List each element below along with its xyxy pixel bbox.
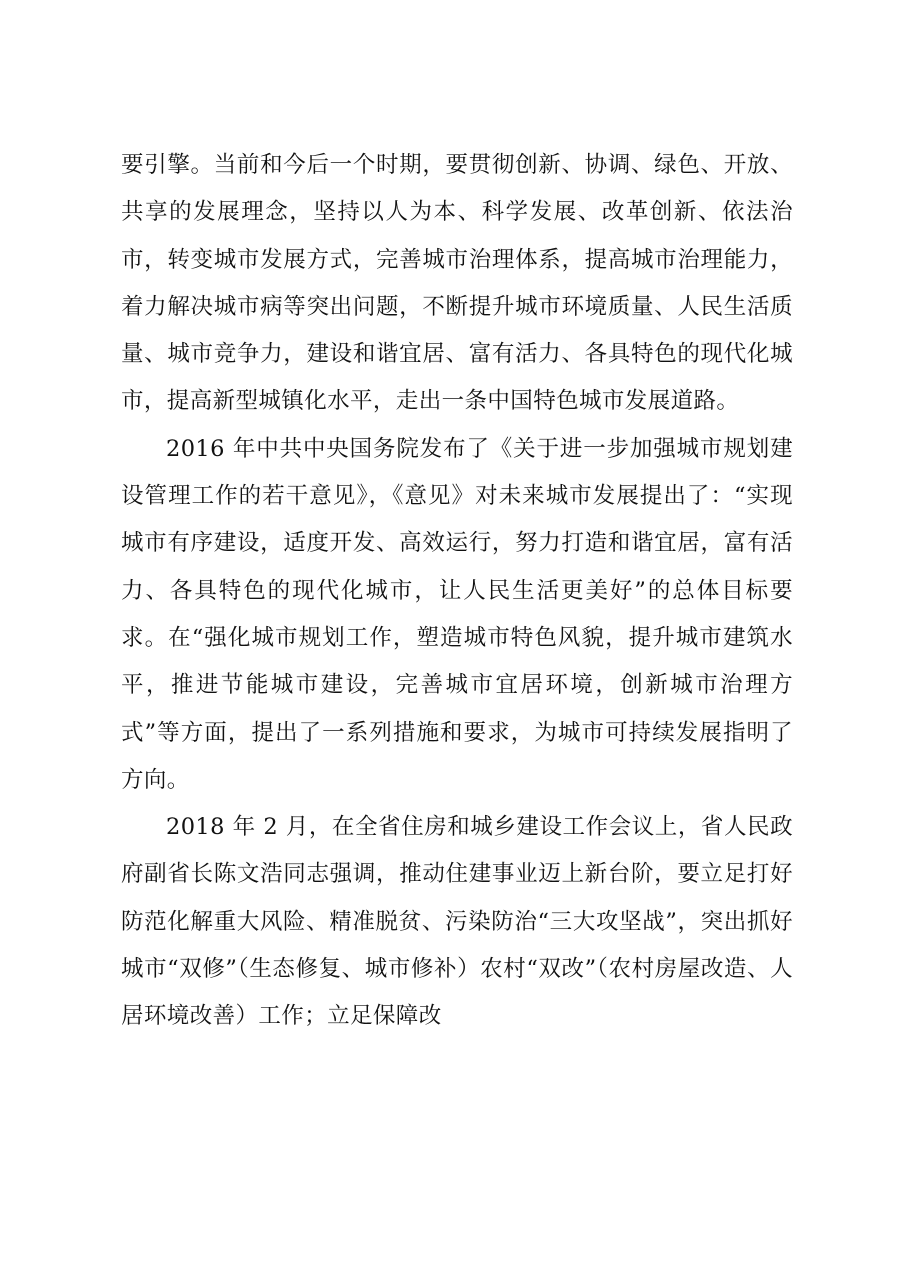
paragraph-3: 2018 年 2 月，在全省住房和城乡建设工作会议上，省人民政府副省长陈文浩同志强调，推动住建事业迈上新台阶，要立足打好防范化解重大风险、精准脱贫、污染防治“三大攻坚战”，突出抓好城市“双修”（生态修复、城市修补）农村“双改”（农村房屋改造、人居环境改善）工作；立足保障改 [121,814,793,1030]
document-body [121,142,793,1041]
paragraph-1: 要引擎。当前和今后一个时期，要贯彻创新、协调、绿色、开放、共享的发展理念，坚持以人为本、科学发展、改革创新、依法治市，转变城市发展方式，完善城市治理体系，提高城市治理能力，着力解决城市病等突出问题，不断提升城市环境质量、人民生活质量、城市竞争力，建设和谐宜居、富有活力、各具特色的现代化城市，提高新型城镇化水平，走出一条中国特色城市发展道路。 [121,152,793,415]
paragraph-2: 2016 年中共中央国务院发布了《关于进一步加强城市规划建设管理工作的若干意见》，《意见》对未来城市发展提出了：“实现城市有序建设，适度开发、高效运行，努力打造和谐宜居，富有活力、各具特色的现代化城市，让人民生活更美好”的总体目标要求。在“强化城市规划工作，塑造城市特色风貌，提升城市建筑水平，推进节能城市建设，完善城市宜居环境，创新城市治理方式”等方面，提出了一系列措施和要求，为城市可持续发展指明了方向。 [121,435,793,793]
